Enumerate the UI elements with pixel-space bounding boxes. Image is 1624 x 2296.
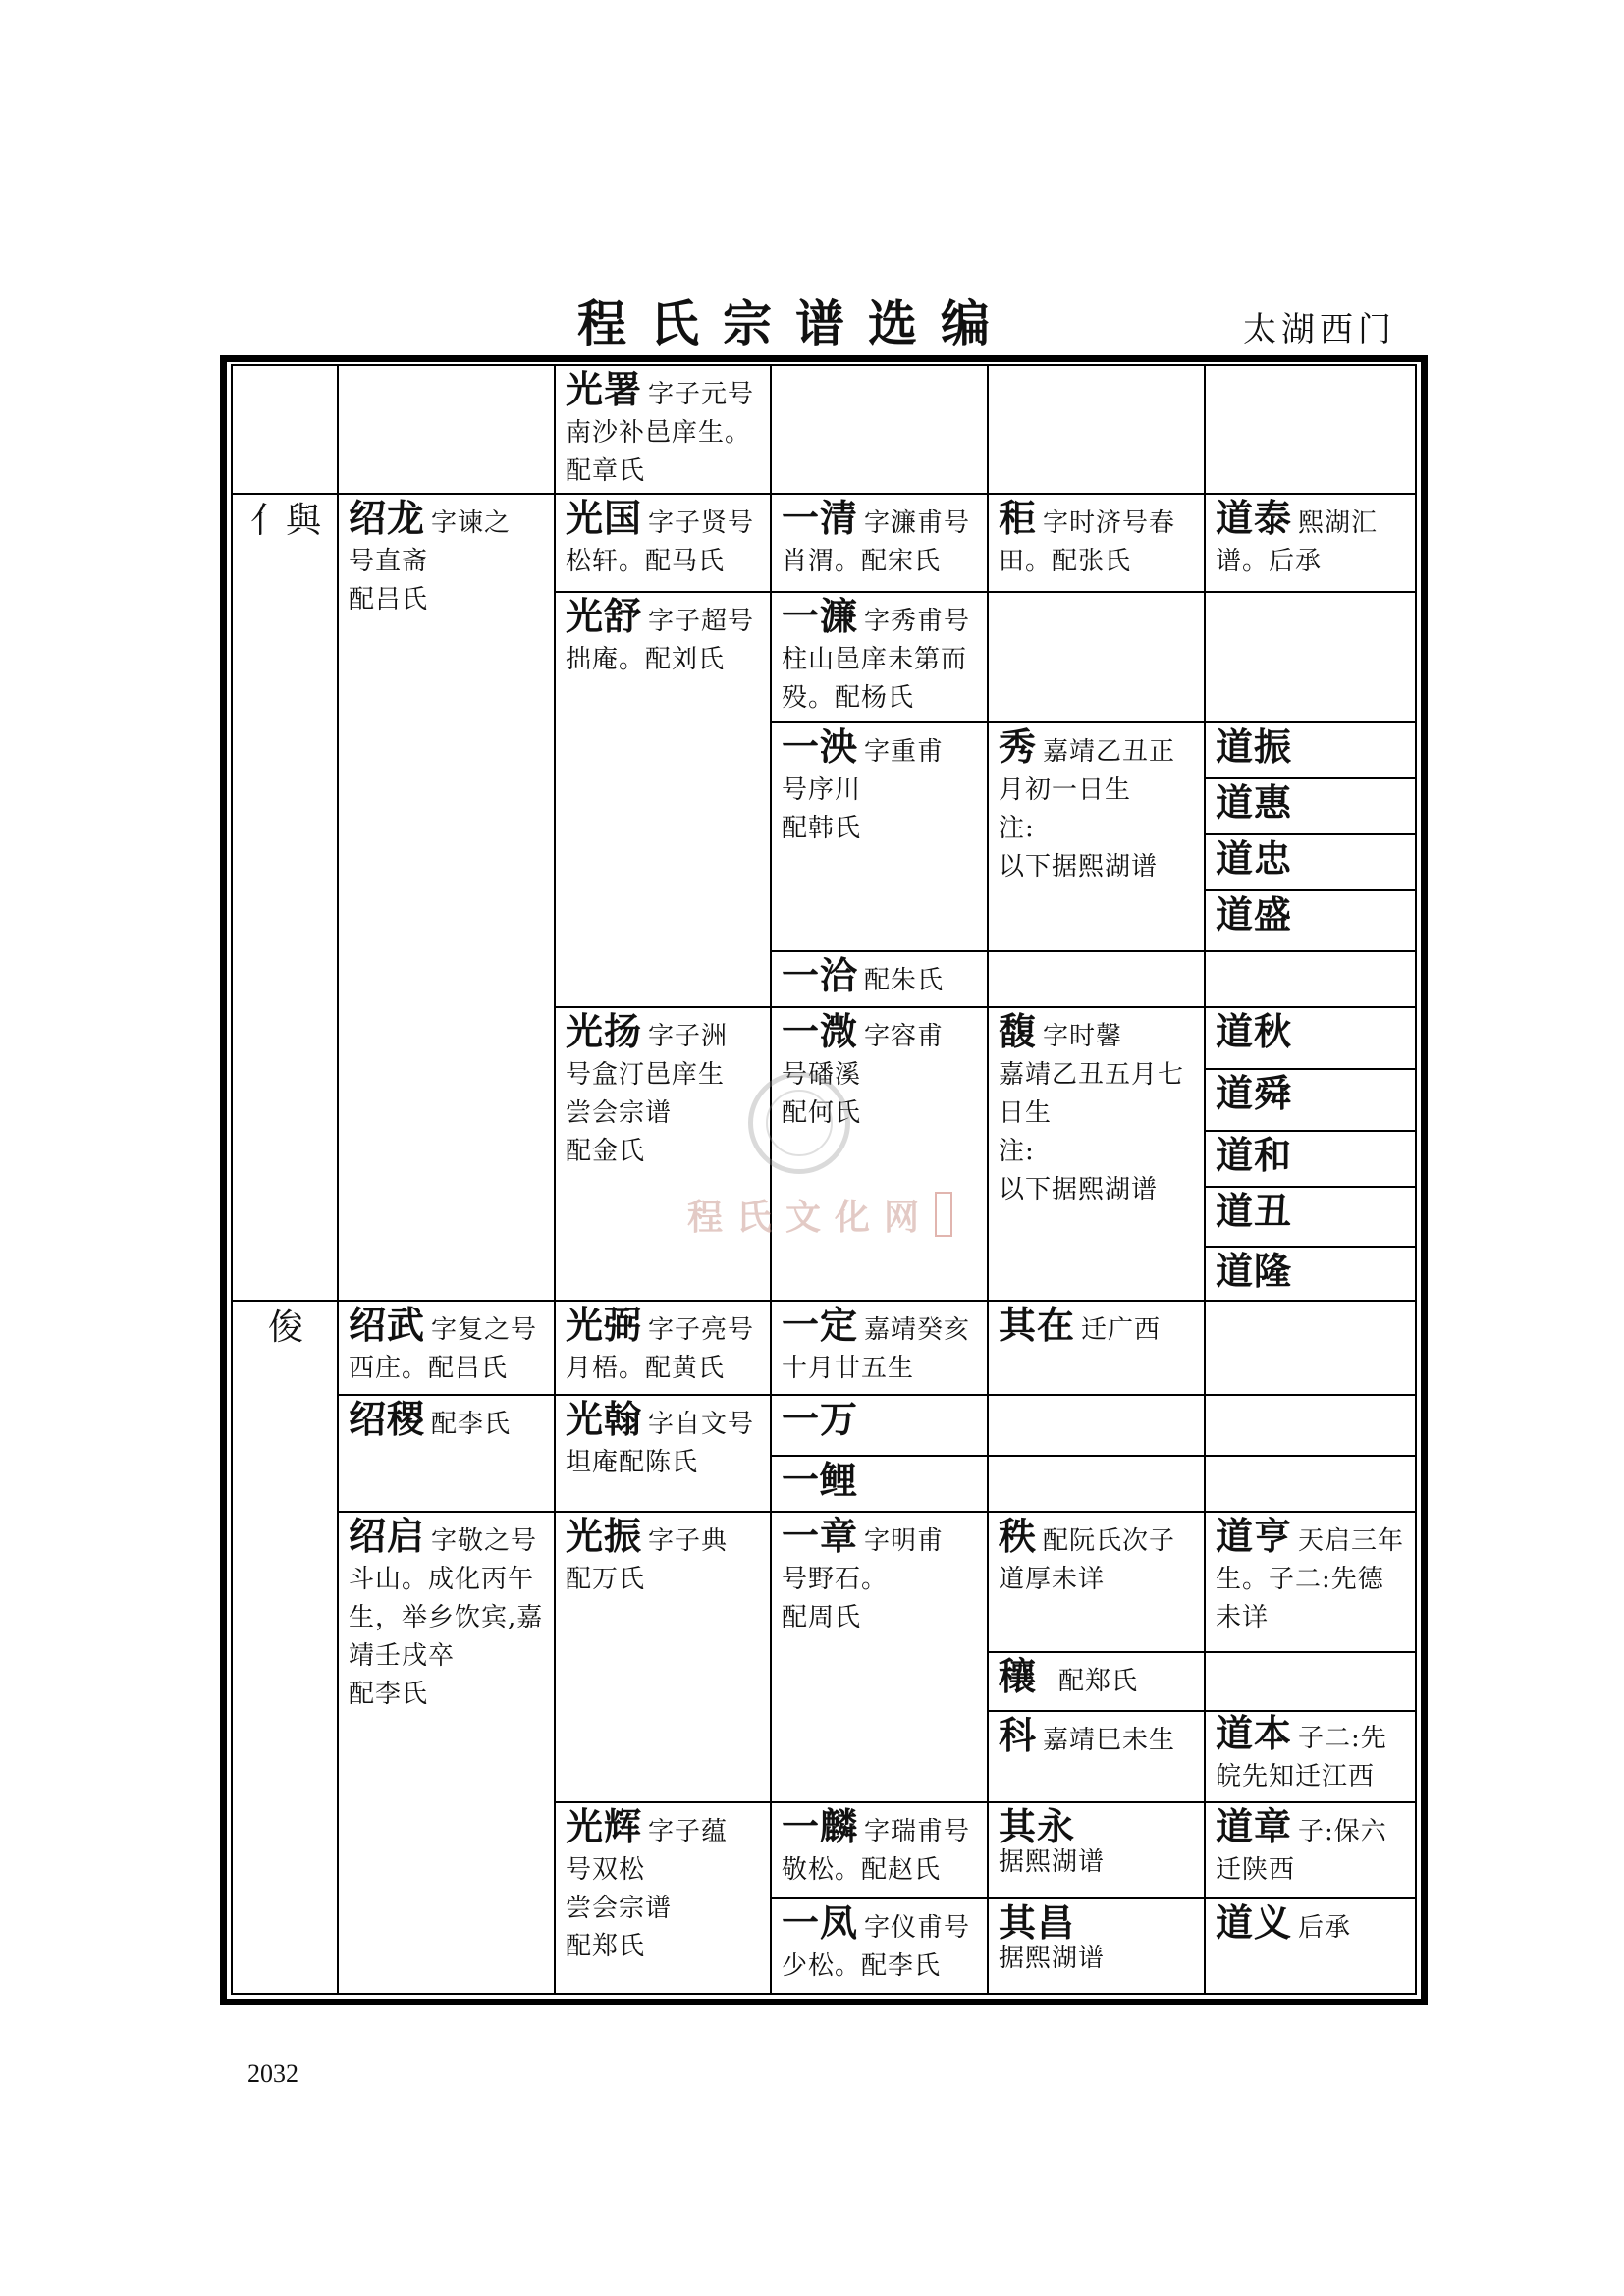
entry-note: 字子超号拙庵。配刘氏 — [566, 607, 755, 674]
entry-note: 字秀甫号柱山邑庠未第而殁。配杨氏 — [782, 607, 971, 713]
entry-guangzhen — [556, 1513, 772, 1803]
entry-yiqing — [772, 495, 989, 593]
empty-cell — [989, 593, 1206, 723]
entry-name: 一麟 — [782, 1804, 859, 1848]
entry-name: 光扬 — [566, 1009, 643, 1053]
entry-note: 字敬之号斗山。成化丙午生，举乡饮宾,嘉靖壬戌卒 配李氏 — [349, 1526, 544, 1709]
entry-guangyang — [556, 1008, 772, 1302]
entry-zhi — [989, 1513, 1206, 1653]
entry-note: 字容甫 号磻溪 配何氏 — [782, 1022, 945, 1128]
entry-name: 科 — [999, 1713, 1038, 1757]
entry-name: 一章 — [782, 1514, 859, 1558]
entry-note: 天启三年生。子二:先德未详 — [1216, 1526, 1405, 1632]
entry-note: 字子元号南沙补邑庠生。配章氏 — [566, 380, 755, 486]
watermark-seal-inner-ring — [766, 1090, 833, 1156]
entry-name: 道惠 — [1216, 780, 1293, 825]
entry-shaowu — [339, 1302, 556, 1396]
entry-note: 配朱氏 — [864, 966, 945, 995]
entry-note: 据熙湖谱 — [999, 1847, 1106, 1877]
entry-note: 后承 — [1298, 1913, 1352, 1943]
empty-cell — [1206, 593, 1415, 723]
entry-name: 道舜 — [1216, 1071, 1293, 1115]
entry-name: 穰 — [999, 1654, 1038, 1698]
entry-name: 光舒 — [566, 594, 643, 638]
page-number: 2032 — [247, 2059, 298, 2088]
entry-shaolong — [339, 495, 556, 1302]
entry-daochou — [1206, 1188, 1415, 1248]
empty-cell — [1206, 366, 1415, 495]
entry-name: 一清 — [782, 496, 859, 540]
entry-daoyi — [1206, 1899, 1415, 1993]
entry-name: 一万 — [782, 1397, 859, 1441]
entry-name: 道秋 — [1216, 1009, 1293, 1053]
entry-xiu — [989, 723, 1206, 952]
entry-name: 道隆 — [1216, 1249, 1293, 1293]
entry-note: 字子贤号松轩。配马氏 — [566, 508, 755, 576]
empty-cell — [1206, 1396, 1415, 1457]
entry-note: 字瑞甫号敬松。配赵氏 — [782, 1817, 971, 1885]
entry-name: 道丑 — [1216, 1189, 1293, 1233]
entry-yiqia — [772, 952, 989, 1008]
entry-note: 迁广西 — [1081, 1315, 1162, 1345]
empty-cell — [1206, 1653, 1415, 1712]
entry-name: 一定 — [782, 1303, 859, 1347]
entry-daoben — [1206, 1712, 1415, 1803]
entry-note: 字仪甫号少松。配李氏 — [782, 1913, 971, 1981]
empty-cell — [989, 1457, 1206, 1513]
empty-cell — [989, 1396, 1206, 1457]
entry-note: 嘉靖癸亥十月廿五生 — [782, 1315, 971, 1383]
empty-cell — [1206, 1302, 1415, 1396]
entry-name: 道本 — [1216, 1712, 1293, 1755]
entry-name: 光振 — [566, 1514, 643, 1558]
branch-name: 俊 — [267, 1308, 303, 1348]
entry-name: 一濂 — [782, 594, 859, 638]
entry-name: 道亨 — [1216, 1514, 1293, 1558]
entry-ke — [989, 1712, 1206, 1803]
branch-label — [233, 1302, 339, 1993]
entry-name: 光弼 — [566, 1303, 643, 1347]
empty-cell — [1206, 1457, 1415, 1513]
entry-shaoqi — [339, 1513, 556, 1993]
entry-daozhang — [1206, 1803, 1415, 1899]
entry-name: 一鲤 — [782, 1458, 859, 1502]
entry-note: 字子亮号月梧。配黄氏 — [566, 1315, 755, 1383]
entry-name: 绍稷 — [349, 1397, 426, 1441]
empty-cell — [989, 366, 1206, 495]
entry-yifeng — [772, 1899, 989, 1993]
entry-guangshu2 — [556, 593, 772, 1008]
entry-ju — [989, 495, 1206, 593]
entry-yilian — [772, 593, 989, 723]
entry-yiding — [772, 1302, 989, 1396]
entry-note: 据熙湖谱 — [999, 1944, 1106, 1973]
entry-note: 字子典 配万氏 — [566, 1526, 729, 1594]
entry-daoqiu — [1206, 1008, 1415, 1070]
entry-name: 绍启 — [349, 1514, 426, 1558]
empty-cell — [339, 366, 556, 495]
entry-name: 道义 — [1216, 1900, 1293, 1945]
entry-name: 光国 — [566, 496, 643, 540]
entry-name: 道振 — [1216, 724, 1293, 769]
entry-name: 道盛 — [1216, 892, 1293, 936]
entry-daohui — [1206, 779, 1415, 835]
empty-cell — [233, 366, 339, 495]
entry-guangbi — [556, 1302, 772, 1396]
branch-label — [233, 495, 339, 1302]
entry-name: 秀 — [999, 724, 1038, 769]
entry-yiwan — [772, 1396, 989, 1457]
entry-name: 一洽 — [782, 953, 859, 997]
entry-name: 光翰 — [566, 1397, 643, 1441]
entry-note: 字谏之 号直斋 配吕氏 — [349, 508, 512, 614]
watermark-text: 程氏文化网 — [687, 1197, 934, 1238]
entry-note: 熙湖汇谱。后承 — [1216, 508, 1379, 576]
entry-qichang — [989, 1899, 1206, 1993]
entry-note: 字明甫 号野石。 配周氏 — [782, 1526, 945, 1632]
entry-daolong — [1206, 1248, 1415, 1302]
entry-note: 字子洲 号盒汀邑庠生 尝会宗谱 配金氏 — [566, 1022, 729, 1166]
entry-note: 嘉靖乙丑正月初一日生 注: 以下据熙湖谱 — [999, 737, 1176, 881]
entry-name: 秬 — [999, 496, 1038, 540]
entry-guanghui — [556, 1803, 772, 1993]
entry-name: 一凤 — [782, 1900, 859, 1945]
entry-note: 子:保六迁陕西 — [1216, 1817, 1387, 1885]
entry-name: 馥 — [999, 1009, 1038, 1053]
entry-daohe — [1206, 1132, 1415, 1188]
empty-cell — [989, 952, 1206, 1008]
entry-daoshun — [1206, 1070, 1415, 1132]
entry-note: 配李氏 — [431, 1410, 512, 1439]
empty-cell — [772, 366, 989, 495]
entry-yilin — [772, 1803, 989, 1899]
entry-note: 配阮氏次子道厚未详 — [999, 1526, 1176, 1594]
entry-note: 配郑氏 — [1058, 1667, 1139, 1696]
entry-yili — [772, 1457, 989, 1513]
entry-name: 秩 — [999, 1514, 1038, 1558]
entry-name: 光辉 — [566, 1804, 643, 1848]
entry-yizhang — [772, 1513, 989, 1803]
entry-note: 嘉靖巳未生 — [1043, 1726, 1176, 1755]
entry-fu — [989, 1008, 1206, 1302]
entry-guangshu — [556, 366, 772, 495]
entry-note: 子二:先皖先知迁江西 — [1216, 1724, 1387, 1791]
entry-name: 其昌 — [999, 1900, 1076, 1945]
branch-name: 亻與 — [249, 501, 321, 541]
entry-daotai — [1206, 495, 1415, 593]
entry-daoheng — [1206, 1513, 1415, 1653]
entry-guanghan — [556, 1396, 772, 1513]
entry-guangguo — [556, 495, 772, 593]
entry-name: 道和 — [1216, 1133, 1293, 1177]
entry-qiyong — [989, 1803, 1206, 1899]
entry-note: 字子蕴 号双松 尝会宗谱 配郑氏 — [566, 1817, 729, 1961]
entry-rang — [989, 1653, 1206, 1712]
entry-name: 一泱 — [782, 724, 859, 769]
empty-cell — [1206, 952, 1415, 1008]
entry-note: 字自文号坦庵配陈氏 — [566, 1410, 755, 1477]
entry-note: 字重甫 号序川 配韩氏 — [782, 737, 945, 843]
entry-daosheng — [1206, 891, 1415, 952]
entry-name: 一溦 — [782, 1009, 859, 1053]
entry-yiyang — [772, 723, 989, 952]
branch-location: 太湖西门 — [1243, 310, 1396, 349]
entry-name: 道泰 — [1216, 496, 1293, 540]
entry-note: 字时济号春田。配张氏 — [999, 508, 1176, 576]
entry-note: 字复之号西庄。配吕氏 — [349, 1315, 538, 1383]
entry-name: 其在 — [999, 1303, 1076, 1347]
entry-name: 绍龙 — [349, 496, 426, 540]
entry-qizai — [989, 1302, 1206, 1396]
entry-name: 道章 — [1216, 1804, 1293, 1848]
entry-name: 其永 — [999, 1804, 1076, 1848]
entry-name: 道忠 — [1216, 836, 1293, 881]
entry-note: 字濂甫号肖渭。配宋氏 — [782, 508, 971, 576]
page-title: 程氏宗谱选编 — [577, 294, 1013, 352]
entry-name: 光署 — [566, 367, 643, 411]
entry-name: 绍武 — [349, 1303, 426, 1347]
entry-daozhong — [1206, 835, 1415, 891]
watermark-stamp-icon — [935, 1192, 952, 1237]
entry-daozhen — [1206, 723, 1415, 779]
entry-note: 字时馨 嘉靖乙丑五月七日生 注: 以下据熙湖谱 — [999, 1022, 1185, 1204]
entry-shaoji — [339, 1396, 556, 1513]
